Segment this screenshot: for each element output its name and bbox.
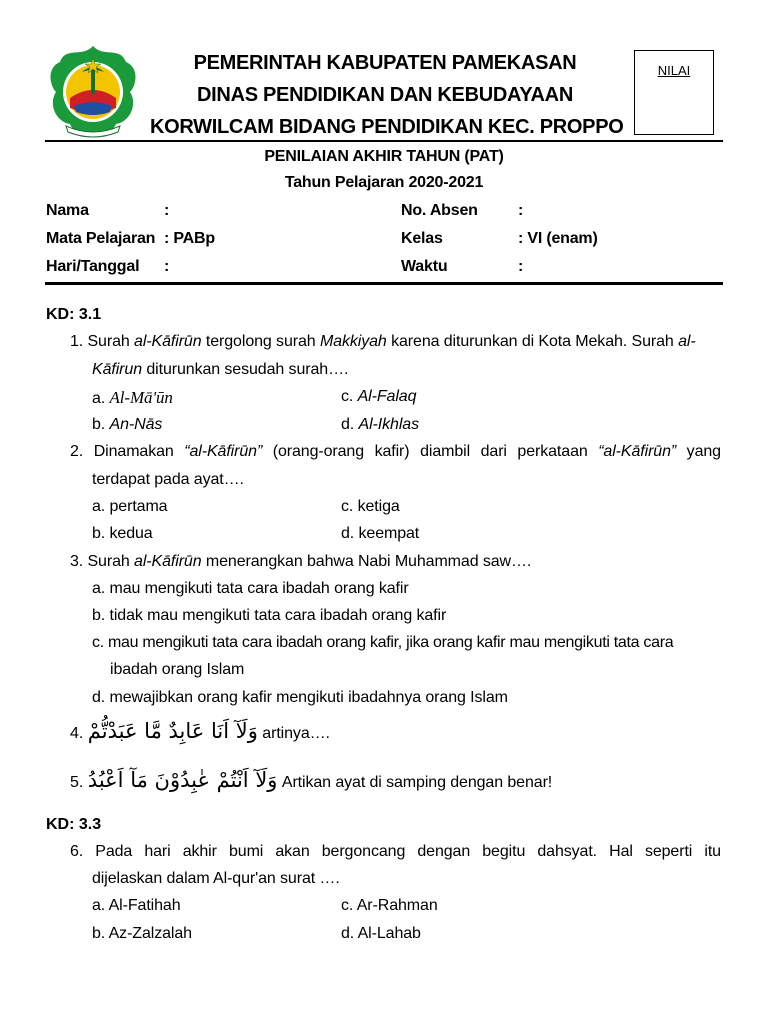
question-3-text: menerangkan bahwa Nabi Muhammad saw…. [205,553,532,570]
government-logo [44,42,142,142]
option-letter: d. [341,416,355,433]
question-2-number: 2. [70,443,84,460]
question-1-option-c[interactable] [341,388,416,406]
time-separator: : [518,258,524,275]
question-6-option-d[interactable]: d. Al-Lahab [341,925,421,942]
question-2-text: perkataan [517,443,588,460]
question-6-word: dahsyat. [537,843,598,860]
question-5-number: 5. [70,774,84,791]
question-6-word: seperti [644,843,693,860]
question-4 [70,719,330,743]
question-6-word: hari [144,843,171,860]
question-2-option-b[interactable]: b. kedua [92,525,153,542]
term-kafirun: Kāfirun [92,361,142,378]
option-text: Al-Falaq [357,388,417,405]
exam-title: PENILAIAN AKHIR TAHUN (PAT) [264,148,504,165]
question-2-text: (orang-orang [272,443,365,460]
kd-heading: KD: 3.1 [46,306,102,323]
question-6-option-a[interactable]: a. Al-Fatihah [92,897,181,914]
question-1-number: 1. Surah [70,333,130,350]
question-3-number: 3. Surah [70,553,130,570]
question-2-text: dari [480,443,507,460]
subject-label: Mata Pelajaran [46,230,156,247]
term-al: al- [678,333,696,350]
question-4-text: artinya…. [257,725,330,742]
question-5 [70,768,552,792]
question-3-line-1 [70,553,531,571]
question-3-option-b[interactable]: b. tidak mau mengikuti tata cara ibadah orang kafir [92,607,447,624]
question-6-word: itu [704,843,721,860]
question-6-word: Hal [609,843,633,860]
absence-number-separator: : [518,202,524,219]
academic-year: Tahun Pelajaran 2020-2021 [284,174,484,191]
option-text: Al-Mā'ūn [109,388,173,407]
header-divider [45,140,723,142]
question-6-option-b[interactable]: b. Az-Zalzalah [92,925,192,942]
term-makkiyah: Makkiyah [319,333,387,350]
question-1-option-a[interactable] [92,388,173,408]
name-label: Nama [46,202,89,219]
absence-number-label: No. Absen [401,202,478,219]
question-3-option-d[interactable]: d. mewajibkan orang kafir mengikuti ibadahnya orang Islam [92,689,508,706]
subject-value: : PABp [164,230,215,247]
option-text: Al-Ikhlas [358,416,419,433]
question-6-word: akhir [182,843,217,860]
question-2-text: kafir) [374,443,410,460]
question-2-option-c[interactable]: c. ketiga [341,498,400,515]
question-1-text: diturunkan sesudah surah…. [142,361,349,378]
option-letter: b. [92,416,106,433]
question-6-word: akan [275,843,310,860]
question-1-text: tergolong surah [205,333,316,350]
question-6-option-c[interactable]: c. Ar-Rahman [341,897,438,914]
term-al-kafirun: “al-Kāfirūn” [184,443,263,460]
term-al-kafirun: “al-Kāfirūn” [598,443,677,460]
option-letter: a. [92,390,106,407]
kd-heading: KD: 3.3 [46,816,102,833]
header-line-2: DINAS PENDIDIKAN DAN KEBUDAYAAN [197,84,573,106]
question-2-line-2: terdapat pada ayat…. [92,471,244,488]
question-6-line-1 [70,843,721,861]
question-5-arabic-verse: وَلَآ اَنْتُمْ عٰبِدُوْنَ مَآ اَعْبُدُ [87,768,278,792]
question-6-word: bumi [228,843,264,860]
score-box [634,50,714,135]
header-line-1: PEMERINTAH KABUPATEN PAMEKASAN [193,52,577,74]
option-letter: c. [341,388,354,405]
question-2-option-a[interactable]: a. pertama [92,498,168,515]
question-4-arabic-verse: وَلَآ اَنَا عَابِدٌ مَّا عَبَدْتُّمْ [87,719,258,743]
question-1-option-d[interactable] [341,416,419,434]
term-al-kafirun: al-Kāfirūn [134,553,202,570]
question-6-word: Pada [95,843,133,860]
question-3-option-a[interactable]: a. mau mengikuti tata cara ibadah orang kafir [92,580,409,597]
question-3-option-c[interactable]: c. mau mengikuti tata cara ibadah orang kafir, jika orang kafir mau mengikuti tata cara [92,634,674,651]
class-label: Kelas [401,230,443,247]
question-6-word: bergoncang [321,843,406,860]
header-line-3: KORWILCAM BIDANG PENDIDIKAN KEC. PROPPO [150,116,624,138]
question-6-number: 6. [70,843,84,860]
question-2-text: diambil [420,443,471,460]
question-3-option-c-continued: ibadah orang Islam [110,661,245,678]
identity-divider [45,282,723,285]
question-2-line-1 [70,443,721,461]
question-1-option-b[interactable] [92,416,162,434]
question-4-number: 4. [70,725,84,742]
term-al-kafirun: al-Kāfirūn [134,333,202,350]
option-text: An-Nās [109,416,163,433]
question-5-text: Artikan ayat di samping dengan benar! [277,774,553,791]
time-label: Waktu [401,258,448,275]
score-label: NILAI [657,63,691,78]
date-label: Hari/Tanggal [46,258,140,275]
question-2-option-d[interactable]: d. keempat [341,525,420,542]
question-6-line-2: dijelaskan dalam Al-qur'an surat …. [92,870,340,887]
question-6-word: dengan [417,843,471,860]
question-2-text: yang [686,443,721,460]
name-separator: : [164,202,170,219]
question-6-word: begitu [482,843,526,860]
question-1-line-2 [92,361,348,379]
question-1-text: karena diturunkan di Kota Mekah. Surah [391,333,674,350]
question-2-text: Dinamakan [93,443,174,460]
date-separator: : [164,258,170,275]
class-value: : VI (enam) [518,230,598,247]
question-1-line-1 [70,333,696,351]
